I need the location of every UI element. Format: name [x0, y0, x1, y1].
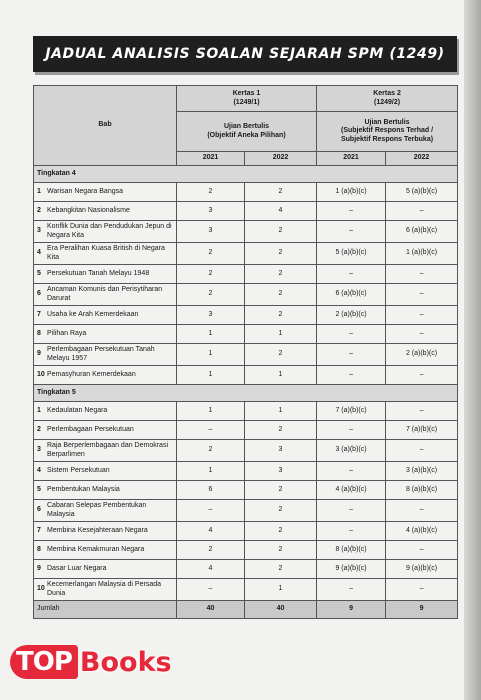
- value-cell: 2: [177, 440, 245, 462]
- value-cell: 8 (a)(b)(c): [317, 541, 386, 560]
- value-cell: –: [386, 366, 458, 385]
- table-row: [34, 344, 458, 366]
- value-cell: 3: [177, 202, 245, 221]
- value-cell: 2: [245, 183, 317, 202]
- bab-number: 9: [37, 350, 41, 358]
- value-cell: 2 (a)(b)(c): [386, 344, 458, 366]
- bab-number: 10: [37, 585, 45, 593]
- bab-title: Konflik Dunia dan Pendudukan Jepun di Negara Kita: [47, 223, 172, 239]
- bab-title: Membina Kesejahteraan Negara: [47, 526, 148, 534]
- table-body: [34, 166, 458, 619]
- value-cell: 4: [177, 522, 245, 541]
- bab-title: Perlembagaan Persekutuan: [47, 425, 134, 433]
- value-cell: 1: [177, 344, 245, 366]
- bab-number: 4: [37, 466, 41, 474]
- bab-cell: [34, 500, 177, 522]
- value-cell: 1: [177, 366, 245, 385]
- value-cell: 3 (a)(b)(c): [317, 440, 386, 462]
- total-label: Jumlah: [34, 601, 177, 619]
- bab-number: 9: [37, 564, 41, 572]
- value-cell: –: [386, 579, 458, 601]
- total-cell: 9: [386, 601, 458, 619]
- bab-title: Membina Kemakmuran Negara: [47, 545, 145, 553]
- bab-cell: [34, 202, 177, 221]
- header-kertas2-label: Kertas 2: [373, 90, 401, 98]
- table-row: [34, 481, 458, 500]
- header-kertas1-label: Kertas 1: [232, 90, 261, 98]
- header-year: 2022: [245, 152, 317, 166]
- value-cell: 1: [177, 325, 245, 344]
- header-k1-type: [177, 112, 317, 152]
- bab-title: Dasar Luar Negara: [47, 564, 107, 572]
- value-cell: 2: [177, 243, 245, 265]
- logo-top-text: TOP: [10, 645, 78, 679]
- bab-number: 6: [37, 506, 41, 514]
- bab-title: Pilihan Raya: [47, 329, 87, 337]
- section-row: [34, 166, 458, 183]
- value-cell: 2: [245, 243, 317, 265]
- value-cell: 2: [245, 500, 317, 522]
- value-cell: 2: [177, 541, 245, 560]
- value-cell: –: [386, 402, 458, 421]
- value-cell: –: [386, 325, 458, 344]
- bab-title: Era Peralihan Kuasa British di Negara Kita: [47, 245, 165, 261]
- value-cell: 1: [245, 325, 317, 344]
- bab-number: 3: [37, 446, 41, 454]
- bab-cell: [34, 306, 177, 325]
- value-cell: 4 (a)(b)(c): [317, 481, 386, 500]
- table-row: [34, 221, 458, 243]
- bab-number: 5: [37, 269, 41, 277]
- bab-title: Ancaman Komunis dan Perisytiharan Darurat: [47, 286, 163, 302]
- value-cell: 5 (a)(b)(c): [317, 243, 386, 265]
- bab-title: Kecemerlangan Malaysia di Persada Dunia: [47, 581, 162, 597]
- value-cell: 3 (a)(b)(c): [386, 462, 458, 481]
- header-k2-type-sub2: Subjektif Respons Terbuka): [340, 135, 434, 143]
- bab-title: Kedaulatan Negara: [47, 406, 108, 414]
- header-bab: Bab: [34, 86, 177, 166]
- bab-title: Pemasyhuran Kemerdekaan: [47, 370, 136, 378]
- value-cell: 1: [245, 579, 317, 601]
- bab-cell: [34, 579, 177, 601]
- topbooks-logo: [10, 642, 172, 682]
- bab-number: 5: [37, 485, 41, 493]
- value-cell: –: [317, 265, 386, 284]
- bab-cell: [34, 265, 177, 284]
- bab-number: 6: [37, 290, 41, 298]
- section-row: [34, 385, 458, 402]
- value-cell: 1: [245, 366, 317, 385]
- bab-title: Perlembagaan Persekutuan Tanah Melayu 1957: [47, 346, 155, 362]
- section-label: Tingkatan 5: [34, 385, 458, 402]
- value-cell: 1 (a)(b)(c): [386, 243, 458, 265]
- value-cell: 1: [177, 462, 245, 481]
- bab-title: Warisan Negara Bangsa: [47, 187, 124, 195]
- bab-number: 10: [37, 370, 45, 378]
- header-kertas2: [317, 86, 458, 112]
- value-cell: 4 (a)(b)(c): [386, 522, 458, 541]
- header-kertas1: [177, 86, 317, 112]
- value-cell: 2: [177, 265, 245, 284]
- bab-number: 8: [37, 329, 41, 337]
- value-cell: –: [317, 325, 386, 344]
- bab-cell: [34, 344, 177, 366]
- value-cell: –: [317, 500, 386, 522]
- table-row: [34, 183, 458, 202]
- table-row: [34, 243, 458, 265]
- value-cell: 2: [245, 481, 317, 500]
- value-cell: 4: [177, 560, 245, 579]
- value-cell: 3: [177, 306, 245, 325]
- table-row: [34, 402, 458, 421]
- bab-cell: [34, 440, 177, 462]
- bab-number: 1: [37, 406, 41, 414]
- bab-title: Kebangkitan Nasionalisme: [47, 206, 130, 214]
- value-cell: 1: [177, 402, 245, 421]
- header-year: 2021: [317, 152, 386, 166]
- value-cell: –: [317, 462, 386, 481]
- value-cell: 1 (a)(b)(c): [317, 183, 386, 202]
- table-row: [34, 366, 458, 385]
- table-row: [34, 579, 458, 601]
- table-row: [34, 306, 458, 325]
- value-cell: –: [386, 306, 458, 325]
- value-cell: 2: [245, 284, 317, 306]
- bab-number: 1: [37, 187, 41, 195]
- value-cell: 2: [245, 344, 317, 366]
- value-cell: –: [177, 579, 245, 601]
- value-cell: –: [386, 500, 458, 522]
- value-cell: 2: [177, 183, 245, 202]
- bab-cell: [34, 522, 177, 541]
- page-title: JADUAL ANALISIS SOALAN SEJARAH SPM (1249): [33, 36, 457, 72]
- bab-cell: [34, 243, 177, 265]
- analysis-table: [33, 85, 458, 619]
- value-cell: 2 (a)(b)(c): [317, 306, 386, 325]
- bab-number: 8: [37, 545, 41, 553]
- bab-title: Usaha ke Arah Kemerdekaan: [47, 310, 139, 318]
- header-k1-type-label: Ujian Bertulis: [223, 123, 270, 131]
- table-row: [34, 421, 458, 440]
- value-cell: 7 (a)(b)(c): [386, 421, 458, 440]
- value-cell: 9 (a)(b)(c): [386, 560, 458, 579]
- table-row: [34, 202, 458, 221]
- value-cell: 2: [245, 221, 317, 243]
- bab-number: 7: [37, 526, 41, 534]
- value-cell: 2: [245, 306, 317, 325]
- table-row: [34, 462, 458, 481]
- value-cell: –: [386, 284, 458, 306]
- value-cell: 3: [245, 440, 317, 462]
- value-cell: 5 (a)(b)(c): [386, 183, 458, 202]
- bab-title: Sistem Persekutuan: [47, 466, 110, 474]
- total-cell: 40: [245, 601, 317, 619]
- value-cell: 2: [177, 284, 245, 306]
- bab-cell: [34, 325, 177, 344]
- table-row: [34, 440, 458, 462]
- value-cell: –: [386, 541, 458, 560]
- value-cell: –: [317, 579, 386, 601]
- bab-cell: [34, 560, 177, 579]
- header-k2-type-sub1: (Subjektif Respons Terhad /: [340, 127, 434, 135]
- bab-cell: [34, 366, 177, 385]
- table-row: [34, 560, 458, 579]
- bab-title: Pembentukan Malaysia: [47, 485, 120, 493]
- value-cell: 2: [245, 421, 317, 440]
- value-cell: 3: [177, 221, 245, 243]
- value-cell: –: [317, 344, 386, 366]
- value-cell: –: [177, 421, 245, 440]
- logo-books-text: Books: [79, 646, 172, 678]
- value-cell: 2: [245, 522, 317, 541]
- table-row: [34, 541, 458, 560]
- total-cell: 9: [317, 601, 386, 619]
- bab-cell: [34, 183, 177, 202]
- bab-number: 7: [37, 310, 41, 318]
- value-cell: 3: [245, 462, 317, 481]
- bab-number: 3: [37, 227, 41, 235]
- value-cell: 9 (a)(b)(c): [317, 560, 386, 579]
- header-k2-type-label: Ujian Bertulis: [364, 119, 410, 127]
- total-cell: 40: [177, 601, 245, 619]
- bab-title: Cabaran Selepas Pembentukan Malaysia: [47, 502, 147, 518]
- value-cell: 2: [245, 265, 317, 284]
- bab-number: 4: [37, 249, 41, 257]
- table-row: [34, 325, 458, 344]
- bab-cell: [34, 221, 177, 243]
- bab-cell: [34, 421, 177, 440]
- bab-cell: [34, 402, 177, 421]
- value-cell: –: [317, 421, 386, 440]
- header-k1-type-sub: (Objektif Aneka Pilihan): [207, 131, 286, 139]
- value-cell: –: [317, 202, 386, 221]
- bab-number: 2: [37, 425, 41, 433]
- value-cell: 6: [177, 481, 245, 500]
- value-cell: 6 (a)(b)(c): [386, 221, 458, 243]
- value-cell: 4: [245, 202, 317, 221]
- bab-cell: [34, 541, 177, 560]
- header-kertas2-code: (1249/2): [373, 98, 401, 106]
- header-k2-type: [317, 112, 458, 152]
- bab-number: 2: [37, 206, 41, 214]
- header-year: 2021: [177, 152, 245, 166]
- bab-title: Persekutuan Tanah Melayu 1948: [47, 269, 150, 277]
- bab-cell: [34, 462, 177, 481]
- bab-title: Raja Berperlembagaan dan Demokrasi Berparlimen: [47, 442, 169, 458]
- value-cell: 1: [245, 402, 317, 421]
- header-year: 2022: [386, 152, 458, 166]
- page-edge: [464, 0, 481, 700]
- table-row: [34, 265, 458, 284]
- value-cell: –: [317, 221, 386, 243]
- value-cell: –: [386, 265, 458, 284]
- table-row: [34, 284, 458, 306]
- value-cell: 2: [245, 560, 317, 579]
- value-cell: 8 (a)(b)(c): [386, 481, 458, 500]
- value-cell: –: [317, 522, 386, 541]
- bab-cell: [34, 481, 177, 500]
- value-cell: –: [177, 500, 245, 522]
- value-cell: –: [386, 202, 458, 221]
- value-cell: 7 (a)(b)(c): [317, 402, 386, 421]
- value-cell: –: [317, 366, 386, 385]
- header-kertas1-code: (1249/1): [233, 98, 260, 106]
- total-row: [34, 601, 458, 619]
- value-cell: –: [386, 440, 458, 462]
- bab-cell: [34, 284, 177, 306]
- value-cell: 2: [245, 541, 317, 560]
- table-row: [34, 500, 458, 522]
- value-cell: 6 (a)(b)(c): [317, 284, 386, 306]
- section-label: Tingkatan 4: [34, 166, 458, 183]
- table-row: [34, 522, 458, 541]
